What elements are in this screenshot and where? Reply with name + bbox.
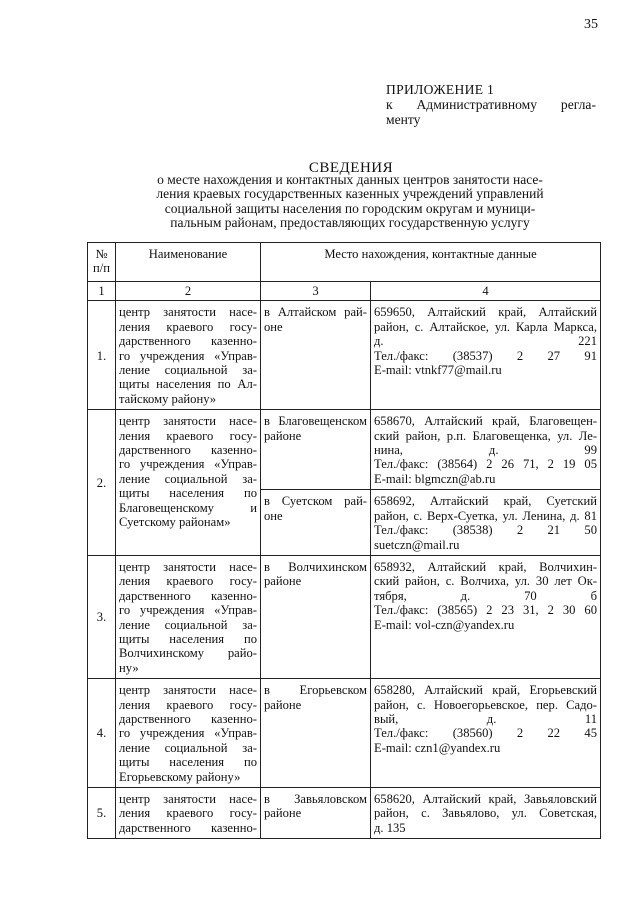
contacts-cell-line: д. 135	[374, 820, 406, 835]
district-cell-line: в Алтайском рай-	[264, 305, 367, 320]
subtitle-line: ления краевых государственных казенных учреждений управлений	[156, 186, 544, 202]
district-cell-line: оне	[264, 508, 283, 523]
column-number: 2	[116, 282, 261, 301]
institution-name-line: Егорьевскому району»	[119, 769, 241, 784]
district-cell-line: районе	[264, 574, 302, 589]
district-cell	[261, 301, 371, 410]
header-num	[88, 243, 116, 282]
institution-name-line: дарственного казенно-	[119, 711, 257, 726]
district-cell-line: районе	[264, 806, 302, 821]
contacts-cell	[371, 301, 601, 410]
institution-name-line: ления краевого госу-	[119, 806, 257, 821]
institution-name-line: щиты населения по Ал-	[119, 377, 257, 392]
institution-name-line: центр занятости насе-	[119, 792, 257, 806]
table-row	[88, 679, 601, 788]
institution-name	[116, 301, 261, 410]
district-cell-line: оне	[264, 319, 283, 334]
district-cell	[261, 679, 371, 788]
institution-name-line: щиты населения по	[119, 755, 257, 770]
appendix-line: к Административному регла-	[386, 97, 596, 112]
appendix-block	[386, 82, 596, 127]
contacts-cell-line: район, с. Завьялово, ул. Советская,	[374, 806, 598, 821]
district-cell-line: в Благовещенском	[264, 414, 367, 429]
contacts-cell	[371, 679, 601, 788]
document-subtitle	[106, 173, 594, 231]
contacts-cell-line: вый, д. 11	[374, 711, 598, 726]
institution-name-line: щиты населения по	[119, 486, 257, 501]
column-number: 1	[88, 282, 116, 301]
institution-name-line: дарственного казенно-	[119, 334, 257, 349]
contacts-cell-line: E-mail: czn1@yandex.ru	[374, 740, 501, 755]
district-cell-line: в Волчихинском	[264, 559, 367, 574]
institution-name-line: го учреждения «Управ-	[119, 457, 257, 472]
column-number-row	[88, 282, 601, 301]
contacts-cell	[371, 490, 601, 556]
subtitle-line: социальной защиты населения по городским округам и муници-	[164, 200, 536, 216]
contacts-cell-line: 658280, Алтайский край, Егорьевский	[374, 683, 598, 698]
district-cell	[261, 788, 371, 839]
contacts-cell-line: д. 221	[374, 334, 598, 349]
contacts-cell-line: Тел./факс: (38564) 2 26 71, 2 19 05	[374, 457, 598, 472]
contacts-cell-line: Тел./факс: (38565) 2 23 31, 2 30 60	[374, 603, 598, 618]
appendix-head: ПРИЛОЖЕНИЕ 1	[386, 82, 495, 97]
table-header-row	[88, 243, 601, 282]
contacts-cell-line: 659650, Алтайский край, Алтайский	[374, 305, 598, 320]
document-title: СВЕДЕНИЯ	[308, 160, 394, 176]
institution-name-line: ну»	[119, 660, 139, 675]
contacts-cell-line: ский район, с. Волчиха, ул. 30 лет Ок-	[374, 574, 598, 589]
contacts-cell-line: район, с. Верх-Суетка, ул. Ленина, д. 81	[374, 508, 598, 523]
institution-name	[116, 788, 261, 839]
header-num-line: п/п	[93, 261, 110, 276]
header-location: Место нахождения, контактные данные	[261, 243, 601, 282]
subtitle-line: о месте нахождения и контактных данных центров занятости насе-	[157, 172, 543, 187]
institution-name-line: го учреждения «Управ-	[119, 726, 257, 741]
subtitle-line: пальным районам, предоставляющих государственную услугу	[170, 215, 530, 231]
contacts-cell-line: E-mail: vtnkf77@mail.ru	[374, 363, 502, 378]
contacts-cell-line: E-mail: blgmczn@ab.ru	[374, 471, 496, 486]
district-cell	[261, 555, 371, 678]
column-number: 3	[261, 282, 371, 301]
institution-name	[116, 410, 261, 556]
contacts-cell-line: нина, д. 99	[374, 443, 598, 458]
page-number: 35	[584, 17, 598, 32]
row-number: 5.	[88, 788, 116, 839]
contacts-cell-line: Тел./факс: (38560) 2 22 45	[374, 726, 598, 741]
contacts-cell-line: E-mail: vol-czn@yandex.ru	[374, 617, 515, 632]
institution-name-line: ления краевого госу-	[119, 428, 257, 443]
institution-name-line: Благовещенскому и	[119, 500, 257, 515]
table-row	[88, 555, 601, 678]
row-number: 1.	[88, 301, 116, 410]
table-row	[88, 788, 601, 839]
contacts-cell-line: 658932, Алтайский край, Волчихин-	[374, 559, 598, 574]
institution-name-line: тайскому району»	[119, 391, 217, 406]
row-number: 2.	[88, 410, 116, 556]
header-name: Наименование	[116, 243, 261, 282]
institution-name-line: Суетскому районам»	[119, 515, 231, 530]
contacts-table	[87, 242, 601, 839]
district-cell-line: в Суетском рай-	[264, 494, 367, 509]
contacts-cell-line: ский район, р.п. Благовещенка, ул. Ле-	[374, 428, 598, 443]
district-cell-line: в Завьяловском	[264, 792, 367, 806]
table-row	[88, 410, 601, 490]
district-cell	[261, 410, 371, 490]
institution-name-line: ление социальной за-	[119, 617, 257, 632]
header-num-line: №	[95, 247, 108, 261]
contacts-cell	[371, 555, 601, 678]
contacts-cell-line: тября, д. 70 б	[374, 588, 598, 603]
institution-name-line: ление социальной за-	[119, 471, 257, 486]
institution-name-line: щиты населения по	[119, 631, 257, 646]
district-cell	[261, 490, 371, 556]
appendix-line: менту	[386, 112, 421, 127]
contacts-cell	[371, 788, 601, 839]
institution-name-line: ления краевого госу-	[119, 574, 257, 589]
institution-name-line: ление социальной за-	[119, 363, 257, 378]
column-number: 4	[371, 282, 601, 301]
institution-name-line: го учреждения «Управ-	[119, 348, 257, 363]
institution-name	[116, 679, 261, 788]
row-number: 4.	[88, 679, 116, 788]
institution-name-line: центр занятости насе-	[119, 305, 257, 320]
contacts-cell-line: suetczn@mail.ru	[374, 537, 460, 552]
institution-name-line: ления краевого госу-	[119, 319, 257, 334]
institution-name-line: центр занятости насе-	[119, 414, 257, 429]
institution-name-line: дарственного казенно-	[119, 820, 257, 835]
contacts-cell-line: район, с. Новоегорьевское, пер. Садо-	[374, 697, 598, 712]
contacts-cell-line: 658692, Алтайский край, Суетский	[374, 494, 598, 509]
institution-name-line: ления краевого госу-	[119, 697, 257, 712]
row-number: 3.	[88, 555, 116, 678]
institution-name-line: ление социальной за-	[119, 740, 257, 755]
district-cell-line: в Егорьевском	[264, 683, 367, 698]
institution-name-line: центр занятости насе-	[119, 683, 257, 698]
contacts-cell-line: Тел./факс: (38537) 2 27 91	[374, 348, 598, 363]
contacts-cell-line: 658620, Алтайский край, Завьяловский	[374, 792, 598, 806]
table-row	[88, 301, 601, 410]
district-cell-line: районе	[264, 428, 302, 443]
contacts-cell-line: Тел./факс: (38538) 2 21 50	[374, 523, 598, 538]
institution-name-line: Волчихинскому райо-	[119, 646, 257, 661]
table-body	[88, 301, 601, 839]
institution-name-line: дарственного казенно-	[119, 588, 257, 603]
district-cell-line: районе	[264, 697, 302, 712]
institution-name-line: дарственного казенно-	[119, 443, 257, 458]
contacts-cell-line: 658670, Алтайский край, Благовещен-	[374, 414, 598, 429]
institution-name-line: центр занятости насе-	[119, 559, 257, 574]
institution-name-line: го учреждения «Управ-	[119, 603, 257, 618]
contacts-cell-line: район, с. Алтайское, ул. Карла Маркса,	[374, 319, 598, 334]
institution-name	[116, 555, 261, 678]
contacts-cell	[371, 410, 601, 490]
